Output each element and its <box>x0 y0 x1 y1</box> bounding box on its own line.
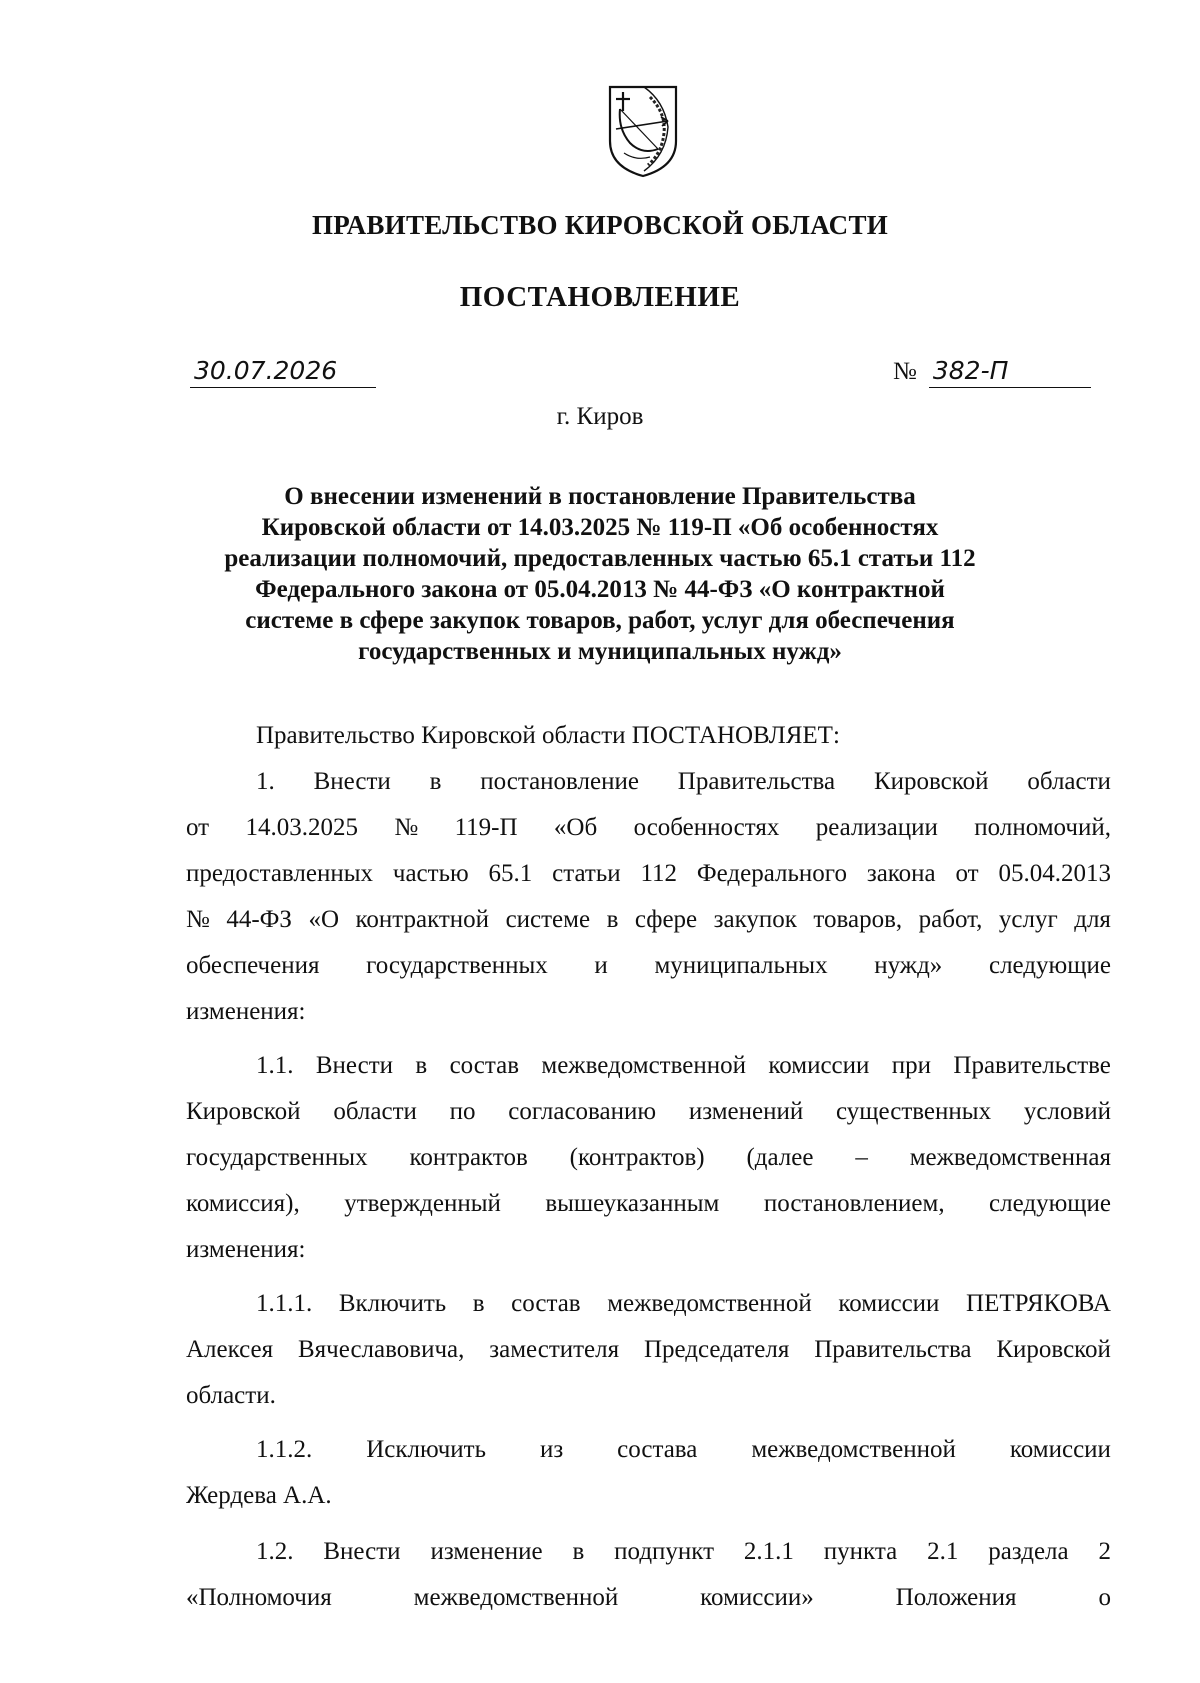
subject-line: Кировской области от 14.03.2025 № 119-П «Об особенностях <box>261 514 939 541</box>
body-word: о <box>1098 1584 1111 1611</box>
body-word: Кировской <box>186 1098 301 1125</box>
body-word: Правительстве <box>953 1052 1111 1079</box>
body-word: 119-П <box>454 814 518 841</box>
body-word: области <box>1027 768 1111 795</box>
body-word: 1.2. <box>256 1538 294 1565</box>
kirov-coat-of-arms-icon <box>606 83 680 179</box>
body-word: Внести <box>323 1538 401 1565</box>
body-word: частью <box>392 860 469 887</box>
body-word: комиссии <box>1009 1436 1111 1463</box>
body-word: Федерального <box>696 860 847 887</box>
body-word: существенных <box>836 1098 992 1125</box>
body-line: изменения: <box>186 998 306 1025</box>
subject-line: государственных и муниципальных нужд» <box>358 638 842 665</box>
body-word: Правительства <box>677 768 836 795</box>
body-line <box>256 1290 1111 1318</box>
body-word: вышеуказанным <box>545 1190 720 1217</box>
body-line <box>186 906 1111 934</box>
body-line <box>186 1098 1111 1126</box>
subject-line: реализации полномочий, предоставленных частью 65.1 статьи 112 <box>224 545 976 572</box>
body-word: Кировской <box>996 1336 1111 1363</box>
body-word: межведомственной <box>413 1584 619 1611</box>
body-word: комиссии» <box>700 1584 814 1611</box>
body-line: области. <box>186 1382 276 1409</box>
body-word: Председателя <box>643 1336 790 1363</box>
body-word: раздела <box>988 1538 1069 1565</box>
body-word: Правительства <box>814 1336 972 1363</box>
number-sign: № <box>893 358 917 385</box>
city: г. Киров <box>556 403 644 430</box>
body-word: утвержденный <box>344 1190 501 1217</box>
body-word: состав <box>449 1052 520 1079</box>
body-line: Жердева А.А. <box>186 1482 332 1509</box>
body-word: и <box>594 952 608 979</box>
body-word: Кировской <box>873 768 989 795</box>
body-word: «Об <box>553 814 598 841</box>
body-line <box>186 1144 1111 1172</box>
body-word: муниципальных <box>654 952 828 979</box>
body-word: работ, <box>918 906 983 933</box>
document-type: ПОСТАНОВЛЕНИЕ <box>459 281 741 313</box>
document-subject <box>180 481 1020 667</box>
document-number-field <box>893 355 1091 388</box>
body-word: Включить <box>338 1290 447 1317</box>
subject-line: О внесении изменений в постановление Правительства <box>284 483 916 510</box>
body-word: состава <box>617 1436 698 1463</box>
body-word: следующие <box>988 952 1111 979</box>
body-word: (далее <box>746 1144 814 1171</box>
body-word: услуг <box>998 906 1058 933</box>
body-word: № <box>394 814 419 841</box>
body-word: в <box>415 1052 428 1079</box>
body-line <box>186 1336 1111 1364</box>
body-word: межведомственной <box>541 1052 746 1079</box>
body-word: «О <box>308 906 339 933</box>
body-word: закона <box>866 860 936 887</box>
body-word: полномочий, <box>974 814 1111 841</box>
body-word: из <box>539 1436 564 1463</box>
body-word: для <box>1074 906 1111 933</box>
body-word: особенностях <box>633 814 780 841</box>
body-line: изменения: <box>186 1236 306 1263</box>
body-word: изменение <box>430 1538 543 1565</box>
body-word: товаров, <box>813 906 903 933</box>
body-word: системе <box>505 906 591 933</box>
body-word: Исключить <box>366 1436 486 1463</box>
body-word: контрактной <box>355 906 490 933</box>
body-word: согласованию <box>508 1098 657 1125</box>
body-word: закупок <box>713 906 797 933</box>
body-word: подпункт <box>614 1538 715 1565</box>
body-word: 1.1.1. <box>256 1290 313 1317</box>
body-word: № <box>186 906 210 933</box>
organization-name: ПРАВИТЕЛЬСТВО КИРОВСКОЙ ОБЛАСТИ <box>311 210 889 240</box>
body-word: заместителя <box>489 1336 620 1363</box>
body-word: государственных <box>366 952 548 979</box>
body-word: Вячеславовича, <box>298 1336 465 1363</box>
body-word: контрактов <box>409 1144 528 1171</box>
body-word: 65.1 <box>488 860 533 887</box>
body-word: ПЕТРЯКОВА <box>966 1290 1111 1317</box>
body-word: изменений <box>688 1098 804 1125</box>
body-line <box>256 768 1111 796</box>
body-word: нужд» <box>874 952 943 979</box>
body-line <box>186 860 1111 888</box>
body-word: обеспечения <box>186 952 320 979</box>
body-word: состав <box>511 1290 581 1317</box>
body-word: в <box>572 1538 585 1565</box>
body-word: – <box>855 1144 868 1171</box>
body-line: Правительство Кировской области ПОСТАНОВЛЯЕТ: <box>256 722 840 749</box>
body-word: 14.03.2025 <box>245 814 358 841</box>
body-word: межведомственной <box>751 1436 956 1463</box>
document-date: 30.07.2026 <box>190 355 376 388</box>
body-word: Алексея <box>186 1336 274 1363</box>
body-word: комиссия), <box>186 1190 300 1217</box>
body-word: 112 <box>640 860 678 887</box>
body-word: условий <box>1023 1098 1111 1125</box>
body-word: комиссии <box>838 1290 940 1317</box>
body-word: следующие <box>989 1190 1111 1217</box>
body-word: комиссии <box>768 1052 870 1079</box>
body-word: области <box>333 1098 417 1125</box>
body-word: реализации <box>815 814 938 841</box>
body-word: «Полномочия <box>186 1584 332 1611</box>
body-line <box>256 1538 1111 1566</box>
body-word: 1. <box>256 768 275 795</box>
body-word: от <box>186 814 210 841</box>
body-word: от <box>955 860 979 887</box>
body-word: постановлением, <box>763 1190 945 1217</box>
subject-line: системе в сфере закупок товаров, работ, услуг для обеспечения <box>245 607 955 634</box>
body-word: в <box>429 768 442 795</box>
body-word: 44-ФЗ <box>226 906 292 933</box>
body-word: 2 <box>1098 1538 1111 1565</box>
document-number: 382-П <box>929 355 1091 388</box>
body-word: 2.1 <box>927 1538 959 1565</box>
body-word: по <box>449 1098 476 1125</box>
subject-line: Федерального закона от 05.04.2013 № 44-ФЗ «О контрактной <box>255 576 945 603</box>
body-word: в <box>606 906 619 933</box>
body-word: пункта <box>823 1538 898 1565</box>
body-line <box>186 1190 1111 1218</box>
body-word: межведомственная <box>909 1144 1111 1171</box>
body-word: государственных <box>186 1144 368 1171</box>
body-word: в <box>472 1290 485 1317</box>
body-line <box>186 952 1111 980</box>
body-word: постановление <box>480 768 639 795</box>
body-word: при <box>891 1052 932 1079</box>
body-word: (контрактов) <box>569 1144 705 1171</box>
body-word: предоставленных <box>186 860 374 887</box>
body-line <box>186 1584 1111 1612</box>
body-word: 1.1. <box>256 1052 294 1079</box>
body-word: 2.1.1 <box>743 1538 794 1565</box>
body-word: Внести <box>315 1052 394 1079</box>
body-line <box>256 1052 1111 1080</box>
body-word: сфере <box>634 906 698 933</box>
body-word: Внести <box>313 768 391 795</box>
body-word: статьи <box>552 860 621 887</box>
body-word: Положения <box>895 1584 1017 1611</box>
body-word: 1.1.2. <box>256 1436 313 1463</box>
body-word: межведомственной <box>607 1290 812 1317</box>
body-line <box>186 814 1111 842</box>
body-line <box>256 1436 1111 1464</box>
body-word: 05.04.2013 <box>998 860 1111 887</box>
